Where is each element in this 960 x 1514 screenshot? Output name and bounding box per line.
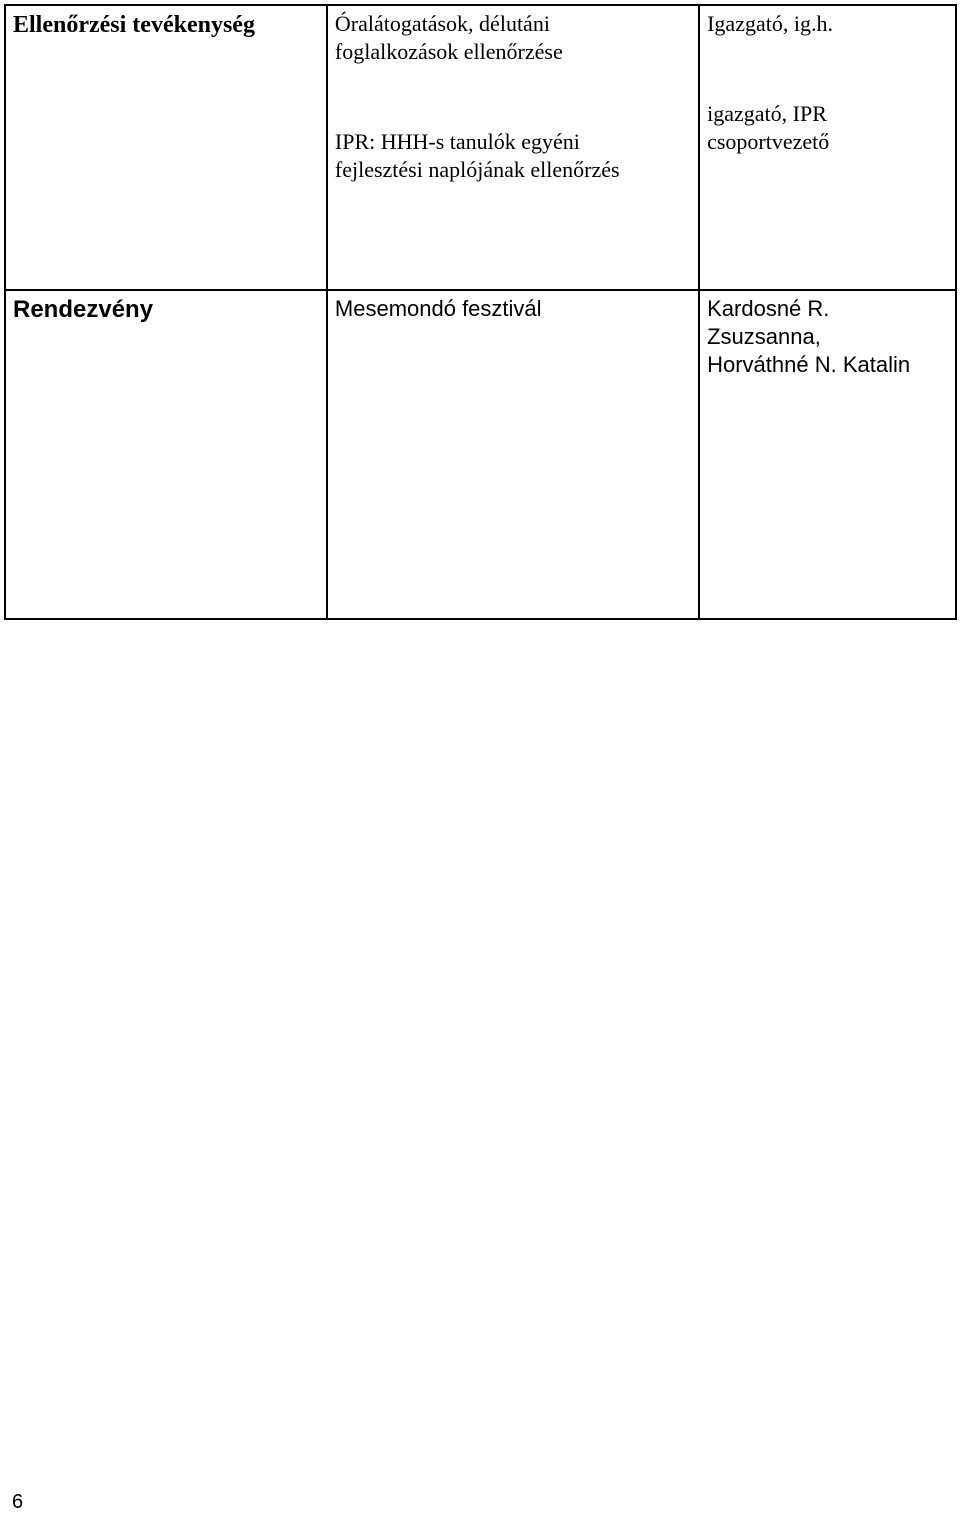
activity-entry [335, 128, 691, 184]
activity-text-line: fejlesztési naplójának ellenőrzés [334, 157, 620, 182]
responsible-cell [699, 5, 956, 290]
responsible-text-line: Horváthné N. Katalin [707, 352, 911, 377]
activity-text-line: Óralátogatások, délutáni [334, 11, 550, 36]
responsible-entry [707, 100, 948, 156]
category-cell [5, 290, 327, 619]
table-row [5, 290, 956, 619]
responsible-entry [707, 295, 948, 379]
activity-cell [327, 290, 699, 619]
activity-text-line: foglalkozások ellenőrzése [334, 39, 563, 64]
responsible-text-line: Igazgató, ig.h. [707, 11, 833, 36]
responsible-text-line: csoportvezető [707, 129, 830, 154]
category-label: Ellenőrzési tevékenység [13, 12, 255, 38]
activity-text-line: IPR: HHH-s tanulók egyéni [334, 129, 580, 154]
activity-entry [335, 10, 691, 66]
category-cell [5, 5, 327, 290]
responsible-text-line: Kardosné R. Zsuzsanna, [707, 296, 830, 349]
responsible-entry [707, 10, 948, 38]
responsible-text-line: igazgató, IPR [707, 101, 827, 126]
activity-plan-table [4, 4, 957, 620]
responsible-cell [699, 290, 956, 619]
activity-entry [335, 295, 691, 323]
activity-cell [327, 5, 699, 290]
table-row [5, 5, 956, 290]
page-number: 6 [12, 1491, 24, 1513]
activity-text-line: Mesemondó fesztivál [334, 296, 542, 321]
category-label: Rendezvény [13, 296, 154, 323]
